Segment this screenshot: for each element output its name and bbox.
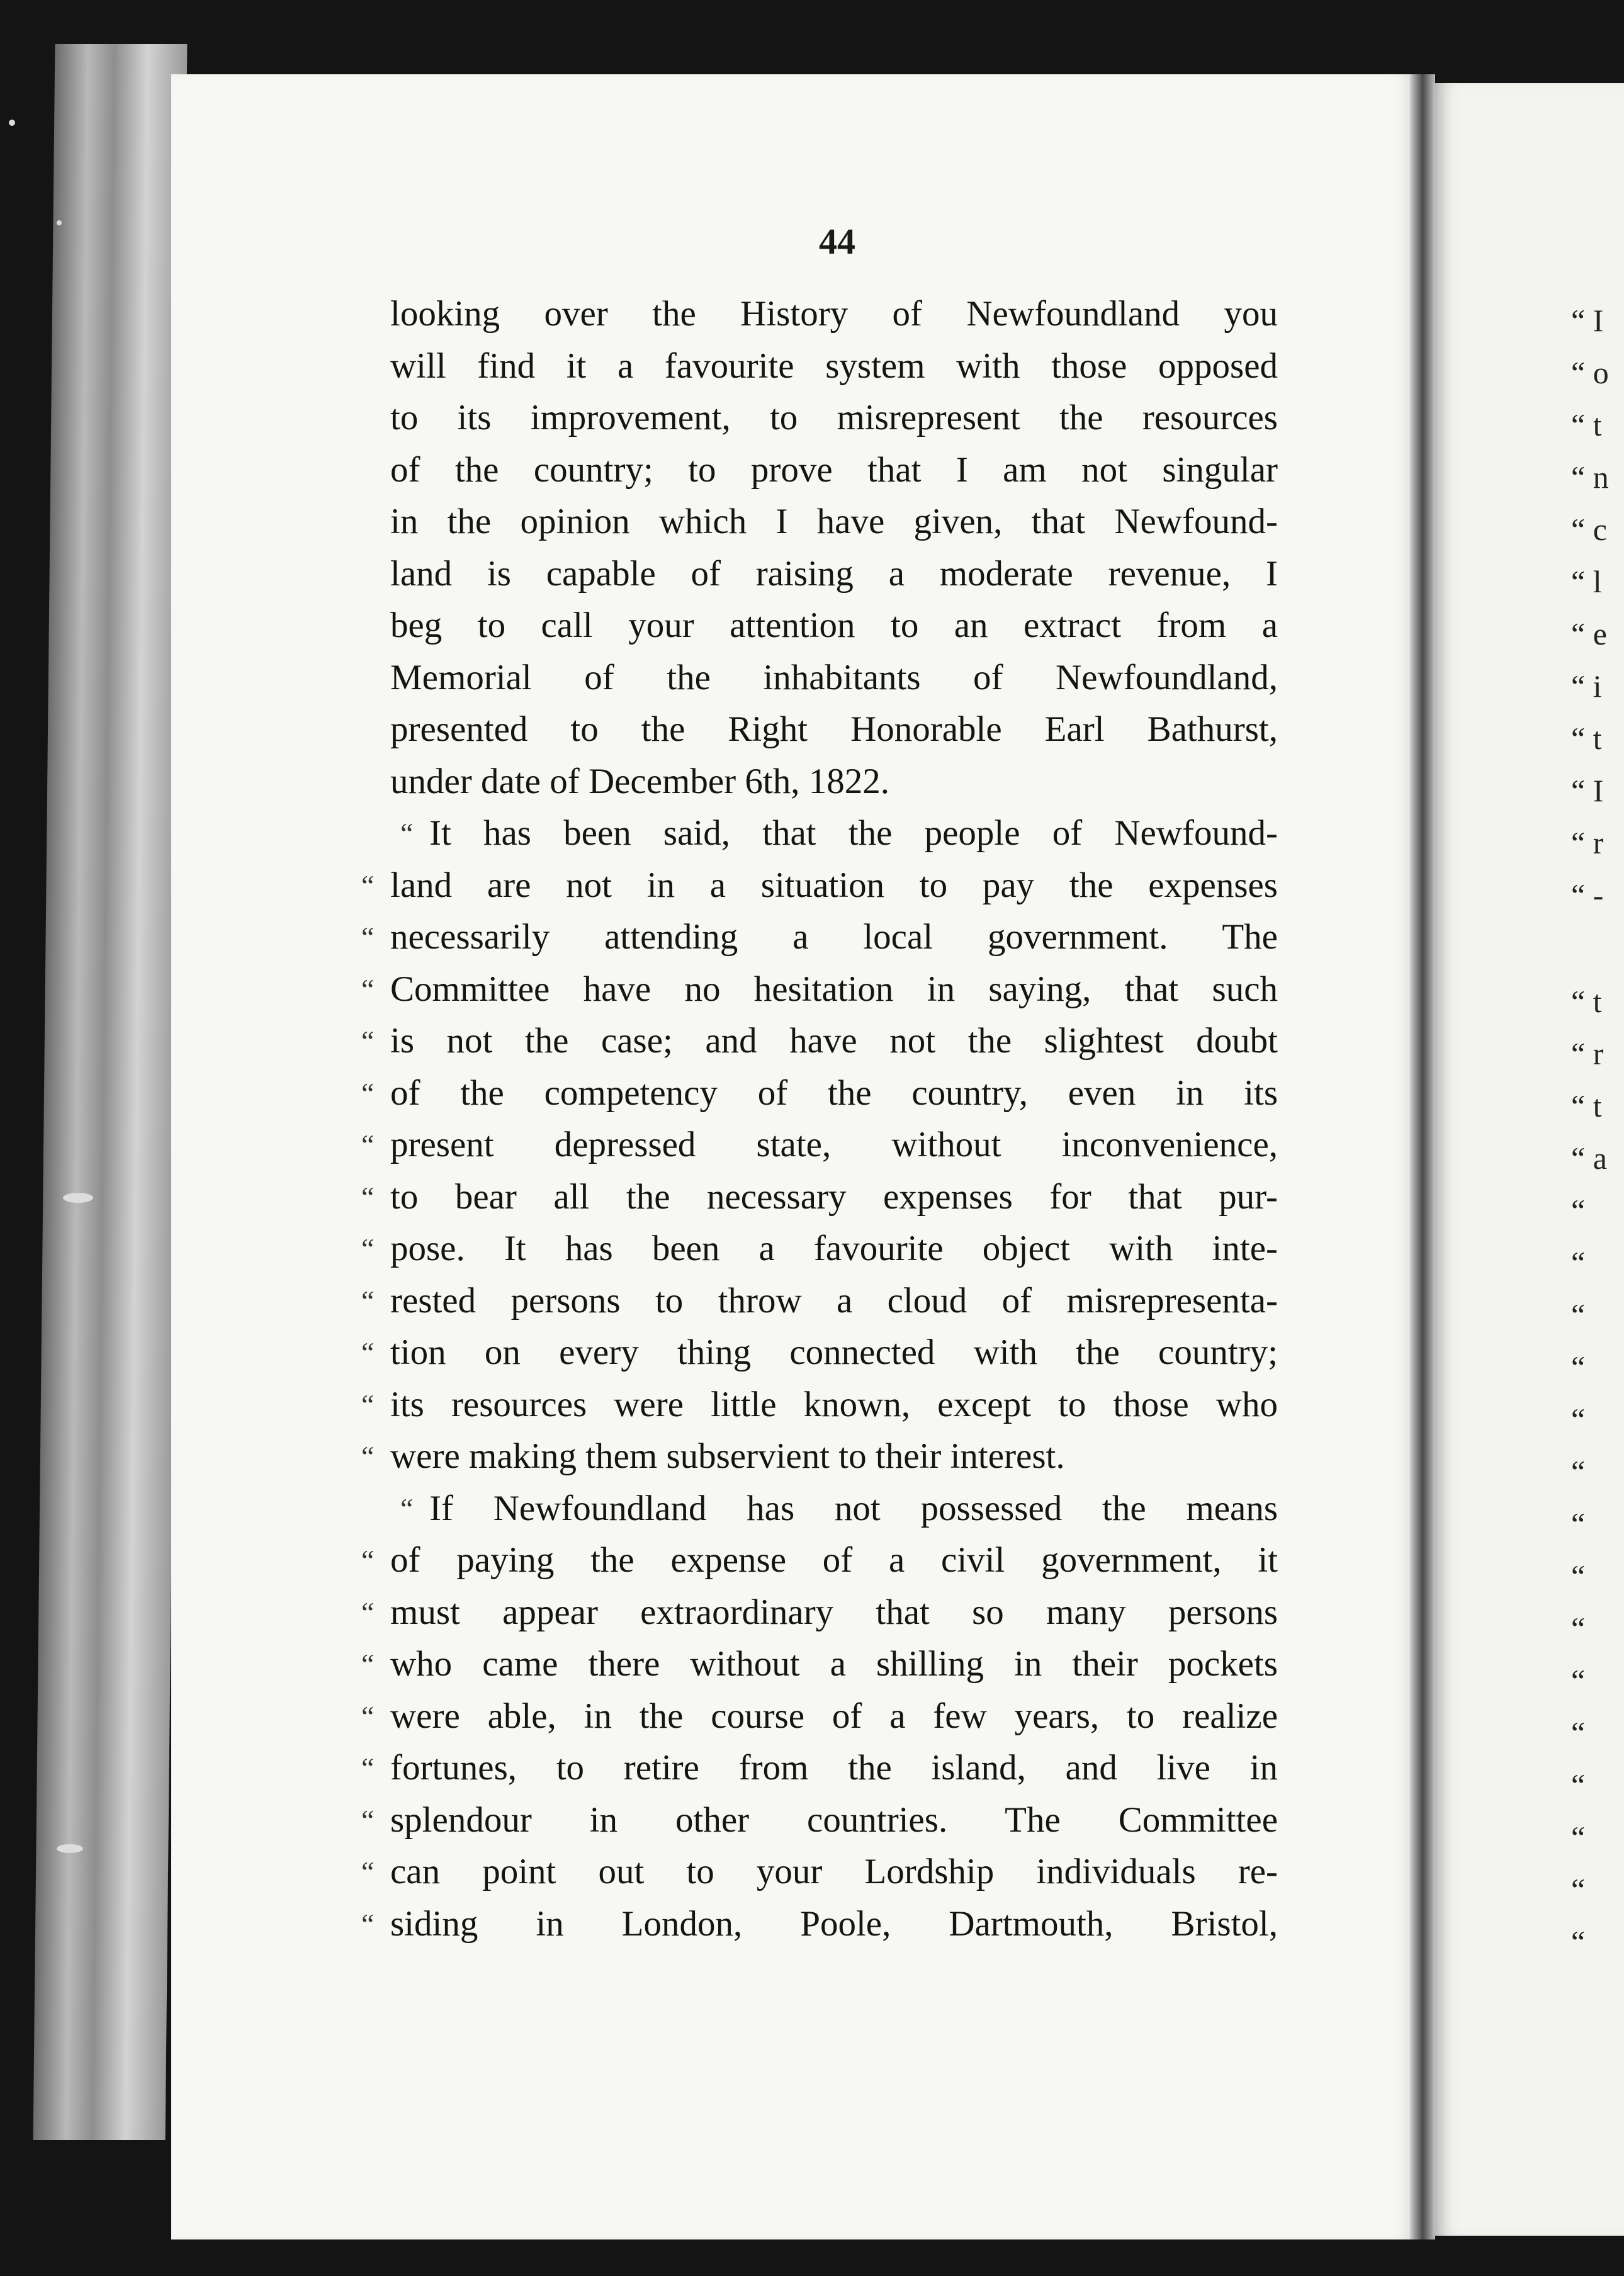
- line-text: who came there without a shilling in their pockets: [390, 1644, 1278, 1684]
- book-gutter: [1410, 74, 1435, 2239]
- facing-page-fragment: “ I: [1571, 303, 1604, 338]
- text-line: [390, 704, 1278, 756]
- line-text: Memorial of the inhabitants of Newfoundland,: [390, 657, 1278, 697]
- line-text: fortunes, to retire from the island, and live in: [390, 1748, 1278, 1788]
- line-text: were making them subservient to their interest.: [390, 1436, 1065, 1476]
- quote-mark: “: [361, 1129, 375, 1161]
- facing-page-fragment: “: [1571, 1767, 1586, 1803]
- text-line: [361, 1742, 1278, 1794]
- line-text: It has been said, that the people of Newfound-: [429, 813, 1278, 853]
- text-line: [361, 1846, 1278, 1898]
- line-text: siding in London, Poole, Dartmouth, Bristol,: [390, 1903, 1278, 1944]
- text-line: [361, 1794, 1278, 1847]
- text-line: [390, 496, 1278, 548]
- facing-page-fragment: “: [1571, 1715, 1586, 1750]
- facing-page-fragment: “: [1571, 1820, 1586, 1855]
- line-text: present depressed state, without inconvenience,: [390, 1125, 1278, 1164]
- facing-page-fragment: “ l: [1571, 564, 1602, 599]
- text-line: [390, 1483, 1278, 1535]
- text-line: [361, 964, 1278, 1016]
- quote-mark: “: [361, 1025, 375, 1057]
- text-line: [361, 1379, 1278, 1431]
- scan-speck: [9, 120, 15, 126]
- line-text: in the opinion which I have given, that Newfound-: [390, 502, 1278, 541]
- quote-mark: “: [361, 1180, 375, 1213]
- quote-mark: “: [361, 1284, 375, 1317]
- facing-page-fragment: “ r: [1571, 1036, 1604, 1071]
- text-line: [361, 1171, 1278, 1224]
- quote-mark: “: [400, 1492, 414, 1524]
- facing-page-fragment: “ i: [1571, 668, 1602, 704]
- text-line: [361, 1691, 1278, 1743]
- line-text: to its improvement, to misrepresent the resources: [390, 398, 1278, 437]
- quote-mark: “: [361, 869, 375, 901]
- facing-page-fragment: “: [1571, 1663, 1586, 1698]
- facing-page-fragment: “: [1571, 1245, 1586, 1280]
- line-text: of the country; to prove that I am not singular: [390, 449, 1278, 490]
- facing-page-fragment: “: [1571, 1402, 1586, 1437]
- line-text: will find it a favourite system with those opposed: [390, 346, 1278, 386]
- text-line: [390, 652, 1278, 704]
- quote-mark: “: [361, 1596, 375, 1628]
- line-text: must appear extraordinary that so many persons: [390, 1592, 1278, 1632]
- line-text: its resources were little known, except to those who: [390, 1384, 1278, 1424]
- scan-speck: [63, 1193, 93, 1203]
- text-line: [390, 808, 1278, 860]
- facing-page-fragment: “: [1571, 1924, 1586, 1959]
- quote-mark: “: [361, 1803, 375, 1836]
- line-text: looking over the History of Newfoundland you: [390, 294, 1278, 334]
- line-text: of the competency of the country, even in its: [390, 1073, 1278, 1113]
- line-text: to bear all the necessary expenses for that pur-: [390, 1176, 1278, 1217]
- scan-speck: [57, 1844, 83, 1853]
- facing-page-fragment: “ r: [1571, 825, 1604, 860]
- quote-mark: “: [361, 1699, 375, 1732]
- text-line: [390, 600, 1278, 652]
- quote-mark: “: [361, 1907, 375, 1940]
- text-line: [390, 341, 1278, 393]
- text-line: [361, 1638, 1278, 1691]
- text-line: [361, 1223, 1278, 1275]
- text-line: [361, 1431, 1278, 1483]
- quote-mark: “: [361, 1336, 375, 1368]
- facing-page-fragment: “ -: [1571, 877, 1604, 913]
- line-text: rested persons to throw a cloud of misrepresenta-: [390, 1280, 1278, 1321]
- line-text: If Newfoundland has not possessed the means: [429, 1488, 1278, 1528]
- facing-page-fragment: “ e: [1571, 616, 1607, 651]
- text-line: [361, 911, 1278, 964]
- facing-page-fragment: “: [1571, 1349, 1586, 1385]
- facing-page-fragment: “ t: [1571, 984, 1602, 1019]
- line-text: pose. It has been a favourite object with inte-: [390, 1229, 1278, 1268]
- facing-page-fragment: “ t: [1571, 1088, 1602, 1124]
- page-number: 44: [819, 221, 855, 262]
- facing-page-fragment: “: [1571, 1193, 1586, 1228]
- line-text: beg to call your attention to an extract from a: [390, 606, 1278, 645]
- text-line: [390, 548, 1278, 600]
- quote-mark: “: [361, 1752, 375, 1784]
- facing-page-fragment: “ o: [1571, 355, 1609, 390]
- quote-mark: “: [361, 1544, 375, 1576]
- line-text: tion on every thing connected with the country;: [390, 1332, 1278, 1372]
- line-text: of paying the expense of a civil government, it: [390, 1540, 1278, 1580]
- line-text: necessarily attending a local government. The: [390, 917, 1278, 957]
- line-text: land is capable of raising a moderate revenue, I: [390, 553, 1278, 594]
- text-line: [361, 1119, 1278, 1171]
- text-line: [361, 1327, 1278, 1379]
- page-text: [361, 288, 1278, 1950]
- facing-page-fragment: “: [1571, 1454, 1586, 1489]
- quote-mark: “: [361, 1232, 375, 1265]
- quote-mark: “: [361, 1440, 375, 1472]
- line-text: presented to the Right Honorable Earl Bathurst,: [390, 709, 1278, 749]
- quote-mark: “: [361, 972, 375, 1005]
- text-line: [390, 756, 1278, 808]
- line-text: can point out to your Lordship individuals re-: [390, 1852, 1278, 1891]
- text-line: [361, 1275, 1278, 1327]
- facing-page-fragment: “: [1571, 1297, 1586, 1332]
- line-text: under date of December 6th, 1822.: [390, 761, 889, 801]
- facing-page-fragment: “ n: [1571, 459, 1609, 495]
- line-text: splendour in other countries. The Committee: [390, 1800, 1278, 1840]
- scan-speck: [57, 220, 62, 225]
- facing-page-fragment: “ c: [1571, 512, 1607, 547]
- line-text: were able, in the course of a few years, to realize: [390, 1696, 1278, 1736]
- text-line: [390, 444, 1278, 497]
- quote-mark: “: [361, 1388, 375, 1421]
- text-line: [390, 288, 1278, 341]
- text-line: [361, 1535, 1278, 1587]
- text-line: [361, 1015, 1278, 1068]
- quote-mark: “: [361, 1076, 375, 1109]
- quote-mark: “: [361, 1648, 375, 1680]
- book-fore-edge: [33, 44, 188, 2140]
- facing-page-fragments: [1571, 295, 1624, 1968]
- quote-mark: “: [361, 921, 375, 953]
- quote-mark: “: [400, 817, 414, 849]
- line-text: is not the case; and have not the slightest doubt: [390, 1021, 1278, 1061]
- line-text: Committee have no hesitation in saying, that such: [390, 969, 1278, 1009]
- text-line: [361, 1898, 1278, 1951]
- facing-page-fragment: “ t: [1571, 407, 1602, 442]
- text-line: [361, 860, 1278, 912]
- facing-page-fragment: “ I: [1571, 773, 1604, 808]
- facing-page-fragment: “: [1571, 1611, 1586, 1646]
- facing-page-fragment: “: [1571, 1558, 1586, 1594]
- facing-page-fragment: “ t: [1571, 721, 1602, 756]
- facing-page-fragment: “: [1571, 1506, 1586, 1541]
- quote-mark: “: [361, 1856, 375, 1888]
- text-line: [361, 1587, 1278, 1639]
- facing-page-fragment: “: [1571, 1872, 1586, 1907]
- text-line: [361, 1068, 1278, 1120]
- line-text: land are not in a situation to pay the expenses: [390, 865, 1278, 905]
- facing-page-fragment: “ a: [1571, 1141, 1607, 1176]
- text-line: [390, 392, 1278, 444]
